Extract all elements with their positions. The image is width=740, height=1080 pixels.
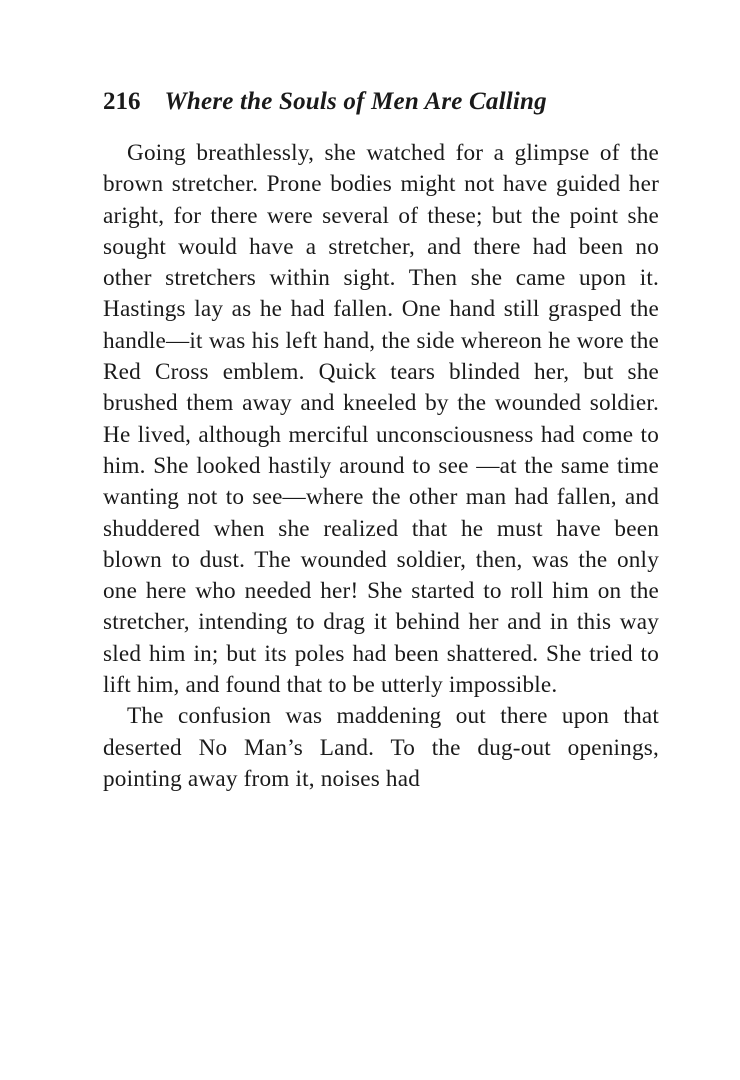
running-head (103, 88, 659, 128)
page-number: 216 (103, 88, 141, 115)
paragraph-1: Going breathlessly, she watched for a glimpse of the brown stretcher. Prone bodies might not have guided her aright, for there were several of these; but the point she sought would have a stretcher, and there had been no other stretchers within sight. Then she came upon it. Hastings lay as he had fallen. One hand still grasped the handle—it was his left hand, the side whereon he wore the Red Cross emblem. Quick tears blinded her, but she brushed them away and kneeled by the wounded soldier. He lived, although merciful unconsciousness had come to him. She looked hastily around to see —at the same time wanting not to see—where the other man had fallen, and shuddered when she realized that he must have been blown to dust. The wounded soldier, then, was the only one here who needed her! She started to roll him on the stretcher, intending to drag it behind her and in this way sled him in; but its poles had been shattered. She tried to lift him, and found that to be utterly impossible. (103, 140, 659, 699)
book-title: Where the Souls of Men Are Calling (164, 88, 547, 115)
book-page (103, 88, 659, 795)
paragraph-2: The confusion was maddening out there upon that deserted No Man’s Land. To the dug-out openings, pointing away from it, noises had (103, 703, 659, 792)
